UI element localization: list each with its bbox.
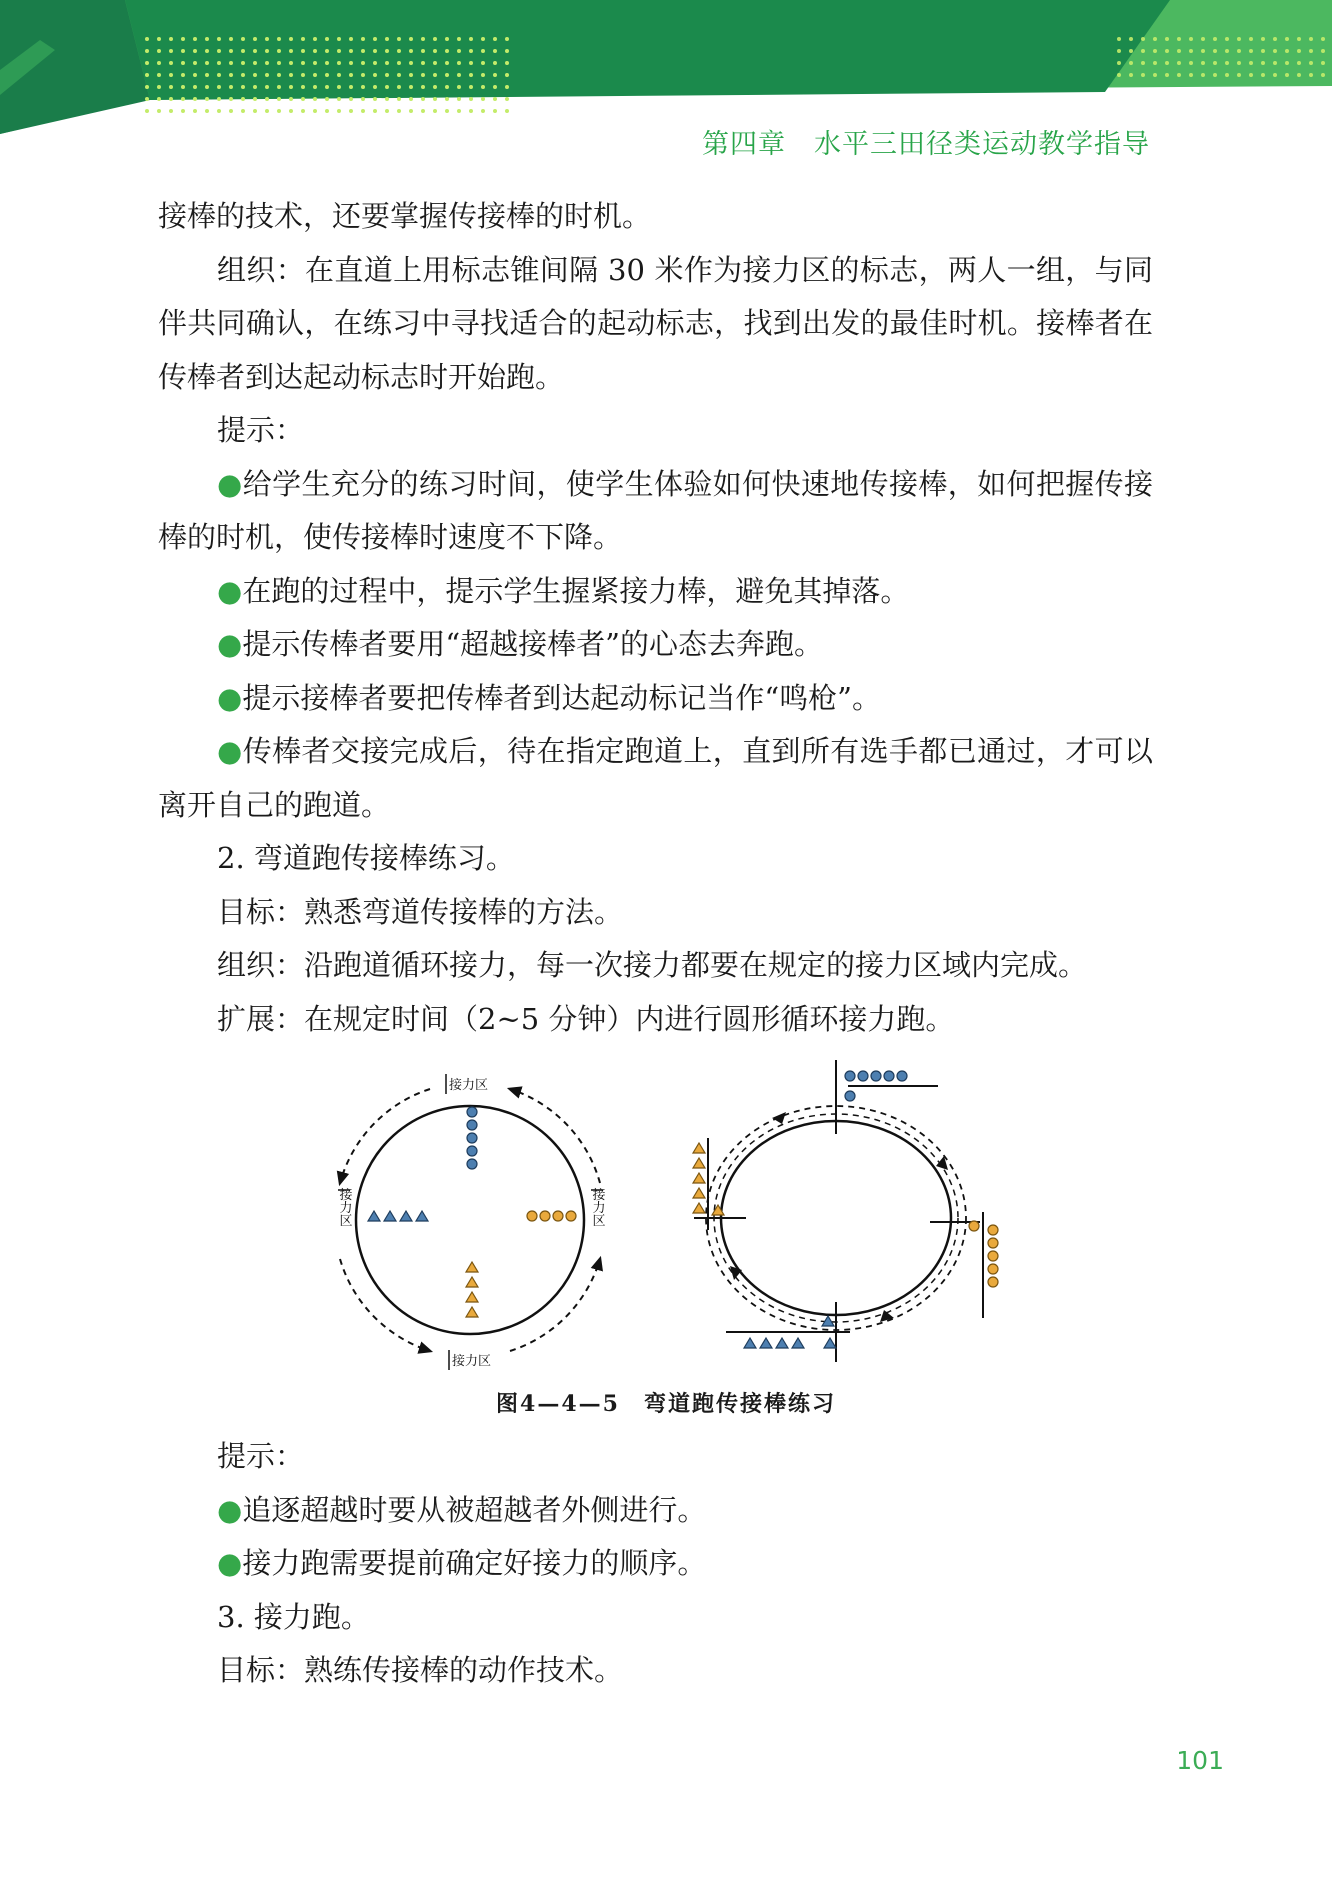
runner-blue-triangle <box>384 1211 396 1221</box>
runner-blue-circle <box>884 1071 894 1081</box>
paragraph-text: 目标：熟练传接棒的动作技术。 <box>217 1653 624 1687</box>
runner-orange-triangle <box>693 1188 705 1198</box>
runner-orange-triangle <box>693 1143 705 1153</box>
direction-arrowhead <box>772 1112 786 1124</box>
relay-figure <box>320 1060 1040 1380</box>
runner-blue-circle <box>897 1071 907 1081</box>
zone-label-right: 接力区 <box>589 1187 605 1227</box>
paragraph-text: 提示： <box>217 1439 305 1473</box>
bullet-paragraph <box>158 1537 1153 1591</box>
paragraph-text: 追逐超越时要从被超越者外侧进行。 <box>242 1492 707 1527</box>
runner-blue-triangle <box>792 1338 804 1348</box>
body-text-bottom <box>158 1430 1153 1698</box>
runner-orange-triangle <box>693 1203 705 1213</box>
runner-orange-circle <box>553 1211 563 1221</box>
runner-orange-triangle <box>466 1307 478 1317</box>
paragraph <box>158 1430 1153 1484</box>
runner-blue-triangle <box>776 1338 788 1348</box>
oval-track <box>721 1121 951 1315</box>
paragraph-text: 接棒的技术，还要掌握传接棒的时机。 <box>158 199 652 233</box>
runner-blue-circle <box>467 1107 477 1117</box>
bullet-dot-icon: ● <box>217 1492 243 1527</box>
runner-blue-triangle <box>760 1338 772 1348</box>
paragraph <box>158 993 1153 1047</box>
paragraph-text: 传棒者交接完成后，待在指定跑道上，直到所有选手都已通过，才可以离开自己的跑道。 <box>158 734 1153 822</box>
paragraph <box>158 1644 1153 1698</box>
paragraph-text: 给学生充分的练习时间，使学生体验如何快速地传接棒，如何把握传接棒的时机，使传接棒时速度不下降。 <box>158 466 1153 554</box>
bullet-paragraph <box>158 725 1153 832</box>
bullet-paragraph <box>158 672 1153 726</box>
runner-orange-circle <box>988 1251 998 1261</box>
paragraph <box>158 190 1153 244</box>
paragraph-text: 目标：熟悉弯道传接棒的方法。 <box>217 894 624 929</box>
runner-blue-triangle <box>416 1211 428 1221</box>
runner-blue-circle <box>467 1146 477 1156</box>
paragraph-text: 组织：在直道上用标志锥间隔 30 米作为接力区的标志，两人一组，与同伴共同确认，在练习中寻找适合的起动标志，找到出发的最佳时机。接棒者在传棒者到达起动标志时开始跑。 <box>158 252 1153 394</box>
runner-orange-circle <box>988 1225 998 1235</box>
figure-caption: 图4—4—5 弯道跑传接棒练习 <box>496 1391 836 1417</box>
runner-blue-triangle <box>824 1338 836 1348</box>
run-direction-arrow <box>510 1259 600 1351</box>
paragraph <box>158 404 1153 458</box>
run-direction-arrow <box>340 1259 430 1351</box>
chapter-title: 第四章 水平三田径类运动教学指导 <box>702 129 1150 160</box>
bullet-dot-icon: ● <box>217 627 243 661</box>
banner-dot-pattern-right <box>1115 30 1332 82</box>
zone-label-left: 接力区 <box>336 1187 352 1227</box>
runner-orange-triangle <box>466 1277 478 1287</box>
bullet-paragraph <box>158 565 1153 619</box>
zone-label-top: 接力区 <box>449 1078 489 1093</box>
paragraph <box>158 1591 1153 1645</box>
runner-orange-circle <box>969 1221 979 1231</box>
oval-lane-dashed-inner <box>714 1114 958 1322</box>
runner-blue-circle <box>467 1133 477 1143</box>
runner-orange-circle <box>527 1211 537 1221</box>
runner-orange-triangle <box>466 1292 478 1302</box>
circle-track-diagram <box>337 1074 606 1370</box>
page-number: 101 <box>1176 1746 1224 1775</box>
bullet-dot-icon: ● <box>217 573 243 608</box>
runner-orange-circle <box>566 1211 576 1221</box>
paragraph-text: 在跑的过程中，提示学生握紧接力棒，避免其掉落。 <box>242 573 910 608</box>
paragraph-text: 提示： <box>217 413 305 447</box>
paragraph-text: 2. 弯道跑传接棒练习。 <box>217 841 515 875</box>
runner-orange-circle <box>988 1238 998 1248</box>
banner-dot-pattern-left <box>140 30 510 120</box>
bullet-dot-icon: ● <box>217 1546 243 1580</box>
oval-track-diagram <box>693 1060 998 1362</box>
runner-blue-circle <box>845 1091 855 1101</box>
paragraph-text: 3. 接力跑。 <box>217 1599 370 1634</box>
zone-label-bottom: 接力区 <box>452 1354 492 1369</box>
runner-blue-circle <box>467 1120 477 1130</box>
paragraph <box>158 832 1153 886</box>
runner-orange-triangle <box>466 1262 478 1272</box>
runner-orange-circle <box>540 1211 550 1221</box>
paragraph-text: 提示接棒者要把传棒者到达起动标记当作“鸣枪”。 <box>242 680 881 715</box>
runner-orange-triangle <box>693 1173 705 1183</box>
runner-orange-circle <box>988 1277 998 1287</box>
run-direction-arrow <box>510 1089 600 1183</box>
runner-blue-circle <box>871 1071 881 1081</box>
paragraph-text: 提示传棒者要用“超越接棒者”的心态去奔跑。 <box>242 627 823 661</box>
bullet-dot-icon: ● <box>217 466 243 501</box>
paragraph <box>158 886 1153 940</box>
bullet-dot-icon: ● <box>217 734 243 768</box>
runner-blue-circle <box>845 1071 855 1081</box>
header-banner <box>0 0 1332 135</box>
bullet-paragraph <box>158 1484 1153 1538</box>
bullet-dot-icon: ● <box>217 680 243 715</box>
bullet-paragraph <box>158 458 1153 565</box>
runner-blue-circle <box>858 1071 868 1081</box>
runner-orange-circle <box>988 1264 998 1274</box>
body-text-top <box>158 190 1153 1046</box>
runner-blue-circle <box>467 1159 477 1169</box>
runner-blue-triangle <box>368 1211 380 1221</box>
runner-blue-triangle <box>744 1338 756 1348</box>
runner-orange-triangle <box>693 1158 705 1168</box>
paragraph-text: 接力跑需要提前确定好接力的顺序。 <box>242 1546 707 1580</box>
paragraph <box>158 939 1153 993</box>
bullet-paragraph <box>158 618 1153 672</box>
run-direction-arrow <box>340 1089 430 1183</box>
paragraph <box>158 244 1153 405</box>
paragraph-text: 扩展：在规定时间（2~5 分钟）内进行圆形循环接力跑。 <box>217 1001 955 1036</box>
paragraph-text: 组织：沿跑道循环接力，每一次接力都要在规定的接力区域内完成。 <box>217 948 1088 982</box>
runner-blue-triangle <box>400 1211 412 1221</box>
